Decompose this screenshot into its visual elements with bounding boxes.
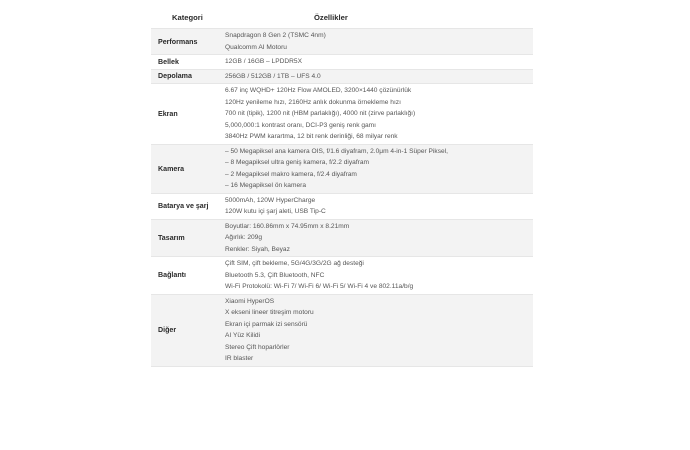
feature-line: 120W kutu içi şarj aleti, USB Tip-C (225, 208, 326, 215)
feature-line: Çift SIM, çift bekleme, 5G/4G/3G/2G ağ desteği (225, 260, 364, 267)
features-cell (221, 219, 533, 257)
category-cell: Tasarım (151, 219, 221, 257)
header-features: Özellikler (314, 12, 348, 22)
header-category: Kategori (172, 12, 203, 22)
feature-line: Xiaomi HyperOS (225, 297, 275, 305)
spec-row-depolama (151, 69, 533, 84)
spec-table (151, 6, 533, 367)
spec-row-kamera (151, 144, 533, 193)
feature-line: 5000mAh, 120W HyperCharge (225, 196, 316, 204)
feature-line: Snapdragon 8 Gen 2 (TSMC 4nm) (225, 32, 326, 39)
feature-line: 700 nit (tipik), 1200 nit (HBM parlaklığı), 4000 nit (zirve parlaklığı) (225, 110, 416, 117)
feature-line: – 50 Megapiksel ana kamera OIS, f/1.6 diyafram, 2.0μm 4-in-1 Süper Piksel, (225, 147, 448, 155)
feature-line: Ağırlık: 209g (225, 234, 263, 241)
features-cell (221, 29, 533, 55)
feature-line: – 2 Megapiksel makro kamera, f/2.4 diyafram (225, 170, 357, 178)
feature-line: Boyutlar: 160.86mm x 74.95mm x 8.21mm (225, 222, 350, 230)
feature-line: Stereo Çift hoparlörler (225, 343, 290, 351)
features-cell (221, 55, 533, 70)
spec-row-ekran (151, 84, 533, 145)
spec-row-bellek (151, 55, 533, 70)
features-cell (221, 257, 533, 295)
feature-line: Renkler: Siyah, Beyaz (225, 245, 290, 253)
feature-line: – 16 Megapiksel ön kamera (225, 182, 307, 189)
feature-line: X ekseni lineer titreşim motoru (225, 309, 314, 316)
feature-line: Qualcomm AI Motoru (225, 43, 287, 51)
spec-table-header (151, 6, 533, 29)
feature-line: Wi-Fi Protokolü: Wi-Fi 7/ Wi-Fi 6/ Wi-Fi 5/ Wi-Fi 4 ve 802.11a/b/g (225, 283, 414, 290)
category-cell: Bağlantı (151, 257, 221, 295)
spec-table-body (151, 29, 533, 367)
features-cell (221, 84, 533, 145)
header-row (151, 6, 533, 29)
category-cell: Kamera (151, 144, 221, 193)
feature-line: 3840Hz PWM karartma, 12 bit renk derinliği, 68 milyar renk (225, 133, 398, 140)
spec-row-diger (151, 294, 533, 366)
category-cell: Batarya ve şarj (151, 193, 221, 219)
features-cell (221, 69, 533, 84)
feature-line: Ekran içi parmak izi sensörü (225, 320, 308, 328)
feature-line: Bluetooth 5.3, Çift Bluetooth, NFC (225, 271, 325, 279)
category-cell: Diğer (151, 294, 221, 366)
category-cell: Performans (151, 29, 221, 55)
spec-row-performans (151, 29, 533, 55)
feature-line: 12GB / 16GB – LPDDR5X (225, 58, 302, 65)
feature-line: 5,000,000:1 kontrast oranı, DCI-P3 geniş renk gamı (225, 121, 377, 129)
spec-row-baglanti (151, 257, 533, 295)
category-cell: Bellek (151, 55, 221, 70)
category-cell: Ekran (151, 84, 221, 145)
features-cell (221, 294, 533, 366)
feature-line: 6.67 inç WQHD+ 120Hz Flow AMOLED, 3200×1440 çözünürlük (225, 87, 412, 94)
feature-line: 120Hz yenileme hızı, 2160Hz anlık dokunma örnekleme hızı (225, 98, 401, 106)
feature-line: 256GB / 512GB / 1TB – UFS 4.0 (225, 72, 321, 80)
feature-line: IR blaster (225, 355, 254, 362)
feature-line: – 8 Megapiksel ultra geniş kamera, f/2.2 diyafram (225, 159, 370, 166)
spec-row-tasarim (151, 219, 533, 257)
category-cell: Depolama (151, 69, 221, 84)
feature-line: AI Yüz Kilidi (225, 332, 261, 339)
features-cell (221, 193, 533, 219)
features-cell (221, 144, 533, 193)
spec-row-batarya-ve-sarj (151, 193, 533, 219)
